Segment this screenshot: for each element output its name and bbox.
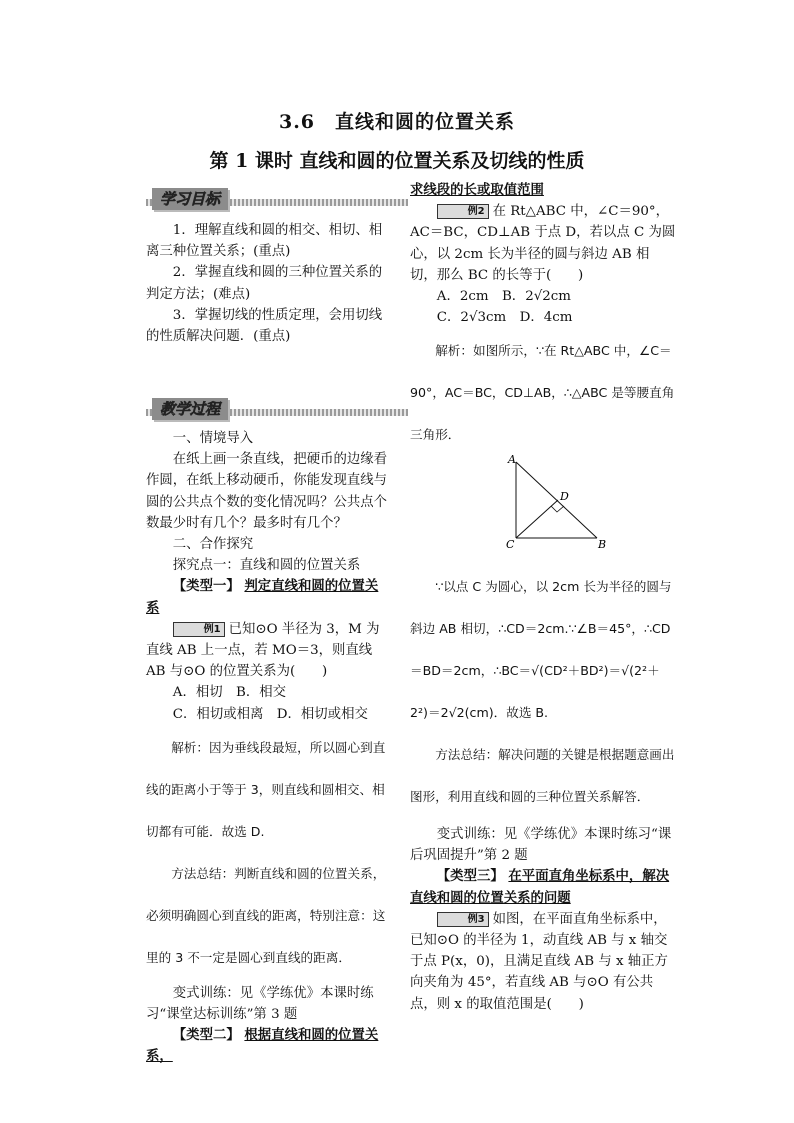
example-1-text: 已知⊙O 半径为 3，M 为直线 AB 上一点，若 MO＝3，则直线 AB 与⊙O 的位置关系为( ): [146, 621, 380, 680]
example-2-text: 在 Rt△ABC 中，∠C＝90°，AC＝BC，CD⊥AB 于点 D，若以点 C 为圆心，以 2cm 长为半径的圆与斜边 AB 相切，那么 BC 的长等于( ): [410, 204, 676, 283]
objectives-banner: [146, 188, 408, 210]
explore-point-1: 探究点一：直线和圆的位置关系: [172, 558, 361, 574]
example-1-badge: 例1: [173, 622, 225, 637]
example-1-options-a: A．相切 B．相交: [172, 685, 287, 701]
objective-1: 1．理解直线和圆的相交、相切、相离三种位置关系；(重点): [146, 223, 383, 260]
section-intro-text: 在纸上画一条直线，把硬币的边缘看作圆，在纸上移动硬币，你能发现直线与圆的公共点个数的变化情况吗？公共点个数最少时有几个？最多时有几个？: [146, 452, 388, 531]
left-column: [146, 220, 390, 347]
type1-heading: [146, 576, 390, 618]
example-2: [410, 201, 676, 286]
example-2-options-a: A．2cm B．2√2cm: [436, 289, 571, 305]
example-1: [146, 619, 390, 683]
lesson-title: 第 1 课时 直线和圆的位置关系及切线的性质: [209, 150, 585, 172]
section-explore-heading: 二、合作探究: [172, 537, 254, 553]
example-2-solution-2: ∵以点 C 为圆心，以 2cm 长为半径的圆与斜边 AB 相切，∴CD＝2cm.∵∠B＝45°，∴CD＝BD＝2cm，∴BC＝√(CD²＋BD²)＝√(2²＋2²)＝2√2(cm)．故选 B.: [410, 579, 672, 720]
label-D: D: [560, 490, 569, 503]
example-1-options-c: C．相切或相离 D．相切或相交: [172, 706, 368, 722]
example-3-text: 如图，在平面直角坐标系中，已知⊙O 的半径为 1，动直线 AB 与 x 轴交于点 P(x，0)，且满足直线 AB 与 x 轴正方向夹角为 45°，若直线 AB 与⊙O 有公共点，则 x 的取值范围是( ): [410, 911, 668, 1012]
example-2-solution-1: 解析：如图所示，∵在 Rt△ABC 中，∠C＝90°，AC＝BC，CD⊥AB，∴△ABC 是等腰直角三角形．: [410, 343, 675, 443]
label-C: C: [506, 538, 515, 551]
example-3-badge: 例3: [437, 912, 489, 927]
process-banner-label: 教学过程: [152, 398, 228, 420]
right-column-lower: [410, 566, 676, 1015]
example-2-options-c: C．2√3cm D．4cm: [436, 310, 573, 326]
left-process: [146, 428, 390, 1068]
type2-tag: 【类型二】: [172, 1027, 240, 1044]
section-intro-heading: 一、情境导入: [172, 431, 254, 446]
type1-tag: 【类型一】: [172, 578, 240, 595]
type3-title: 在平面直角坐标系中，解决直线和圆的位置关系的问题: [410, 868, 670, 906]
example-2-summary: 方法总结：解决问题的关键是根据题意画出图形，利用直线和圆的三种位置关系解答．: [410, 747, 675, 804]
example-3: [410, 909, 676, 1015]
type2-title: 根据直线和圆的位置关系，: [146, 1027, 379, 1065]
objectives-banner-label: 学习目标: [152, 188, 228, 210]
example-1-summary: 方法总结：判断直线和圆的位置关系，必须明确圆心到直线的距离，特别注意：这里的 3 不一定是圆心到直线的距离．: [146, 865, 386, 965]
section-title: 3.6 直线和圆的位置关系: [278, 111, 516, 133]
type1-title: 判定直线和圆的位置关系: [146, 578, 379, 616]
example-1-variant: 变式训练：见《学练优》本课时练习“课堂达标训练”第 3 题: [146, 985, 374, 1023]
type3-heading: [410, 866, 676, 908]
objective-3: 3．掌握切线的性质定理，会用切线的性质解决问题．(重点): [146, 307, 383, 345]
example-2-badge: 例2: [437, 204, 489, 219]
triangle-figure: [505, 452, 625, 552]
process-banner: [146, 398, 408, 420]
label-B: B: [598, 538, 607, 551]
type3-tag: 【类型三】: [436, 868, 504, 885]
type2-title-continued: 求线段的长或取值范围: [410, 182, 544, 198]
example-2-variant: 变式训练：见《学练优》本课时练习“课后巩固提升”第 2 题: [410, 827, 672, 864]
objective-2: 2．掌握直线和圆的三种位置关系的判定方法；(难点): [146, 265, 383, 302]
type2-heading: [146, 1025, 390, 1067]
label-A: A: [508, 453, 516, 466]
right-column: [410, 180, 676, 456]
example-1-solution: 解析：因为垂线段最短，所以圆心到直线的距离小于等于 3，则直线和圆相交、相切都有可能．故选 D.: [146, 739, 386, 839]
